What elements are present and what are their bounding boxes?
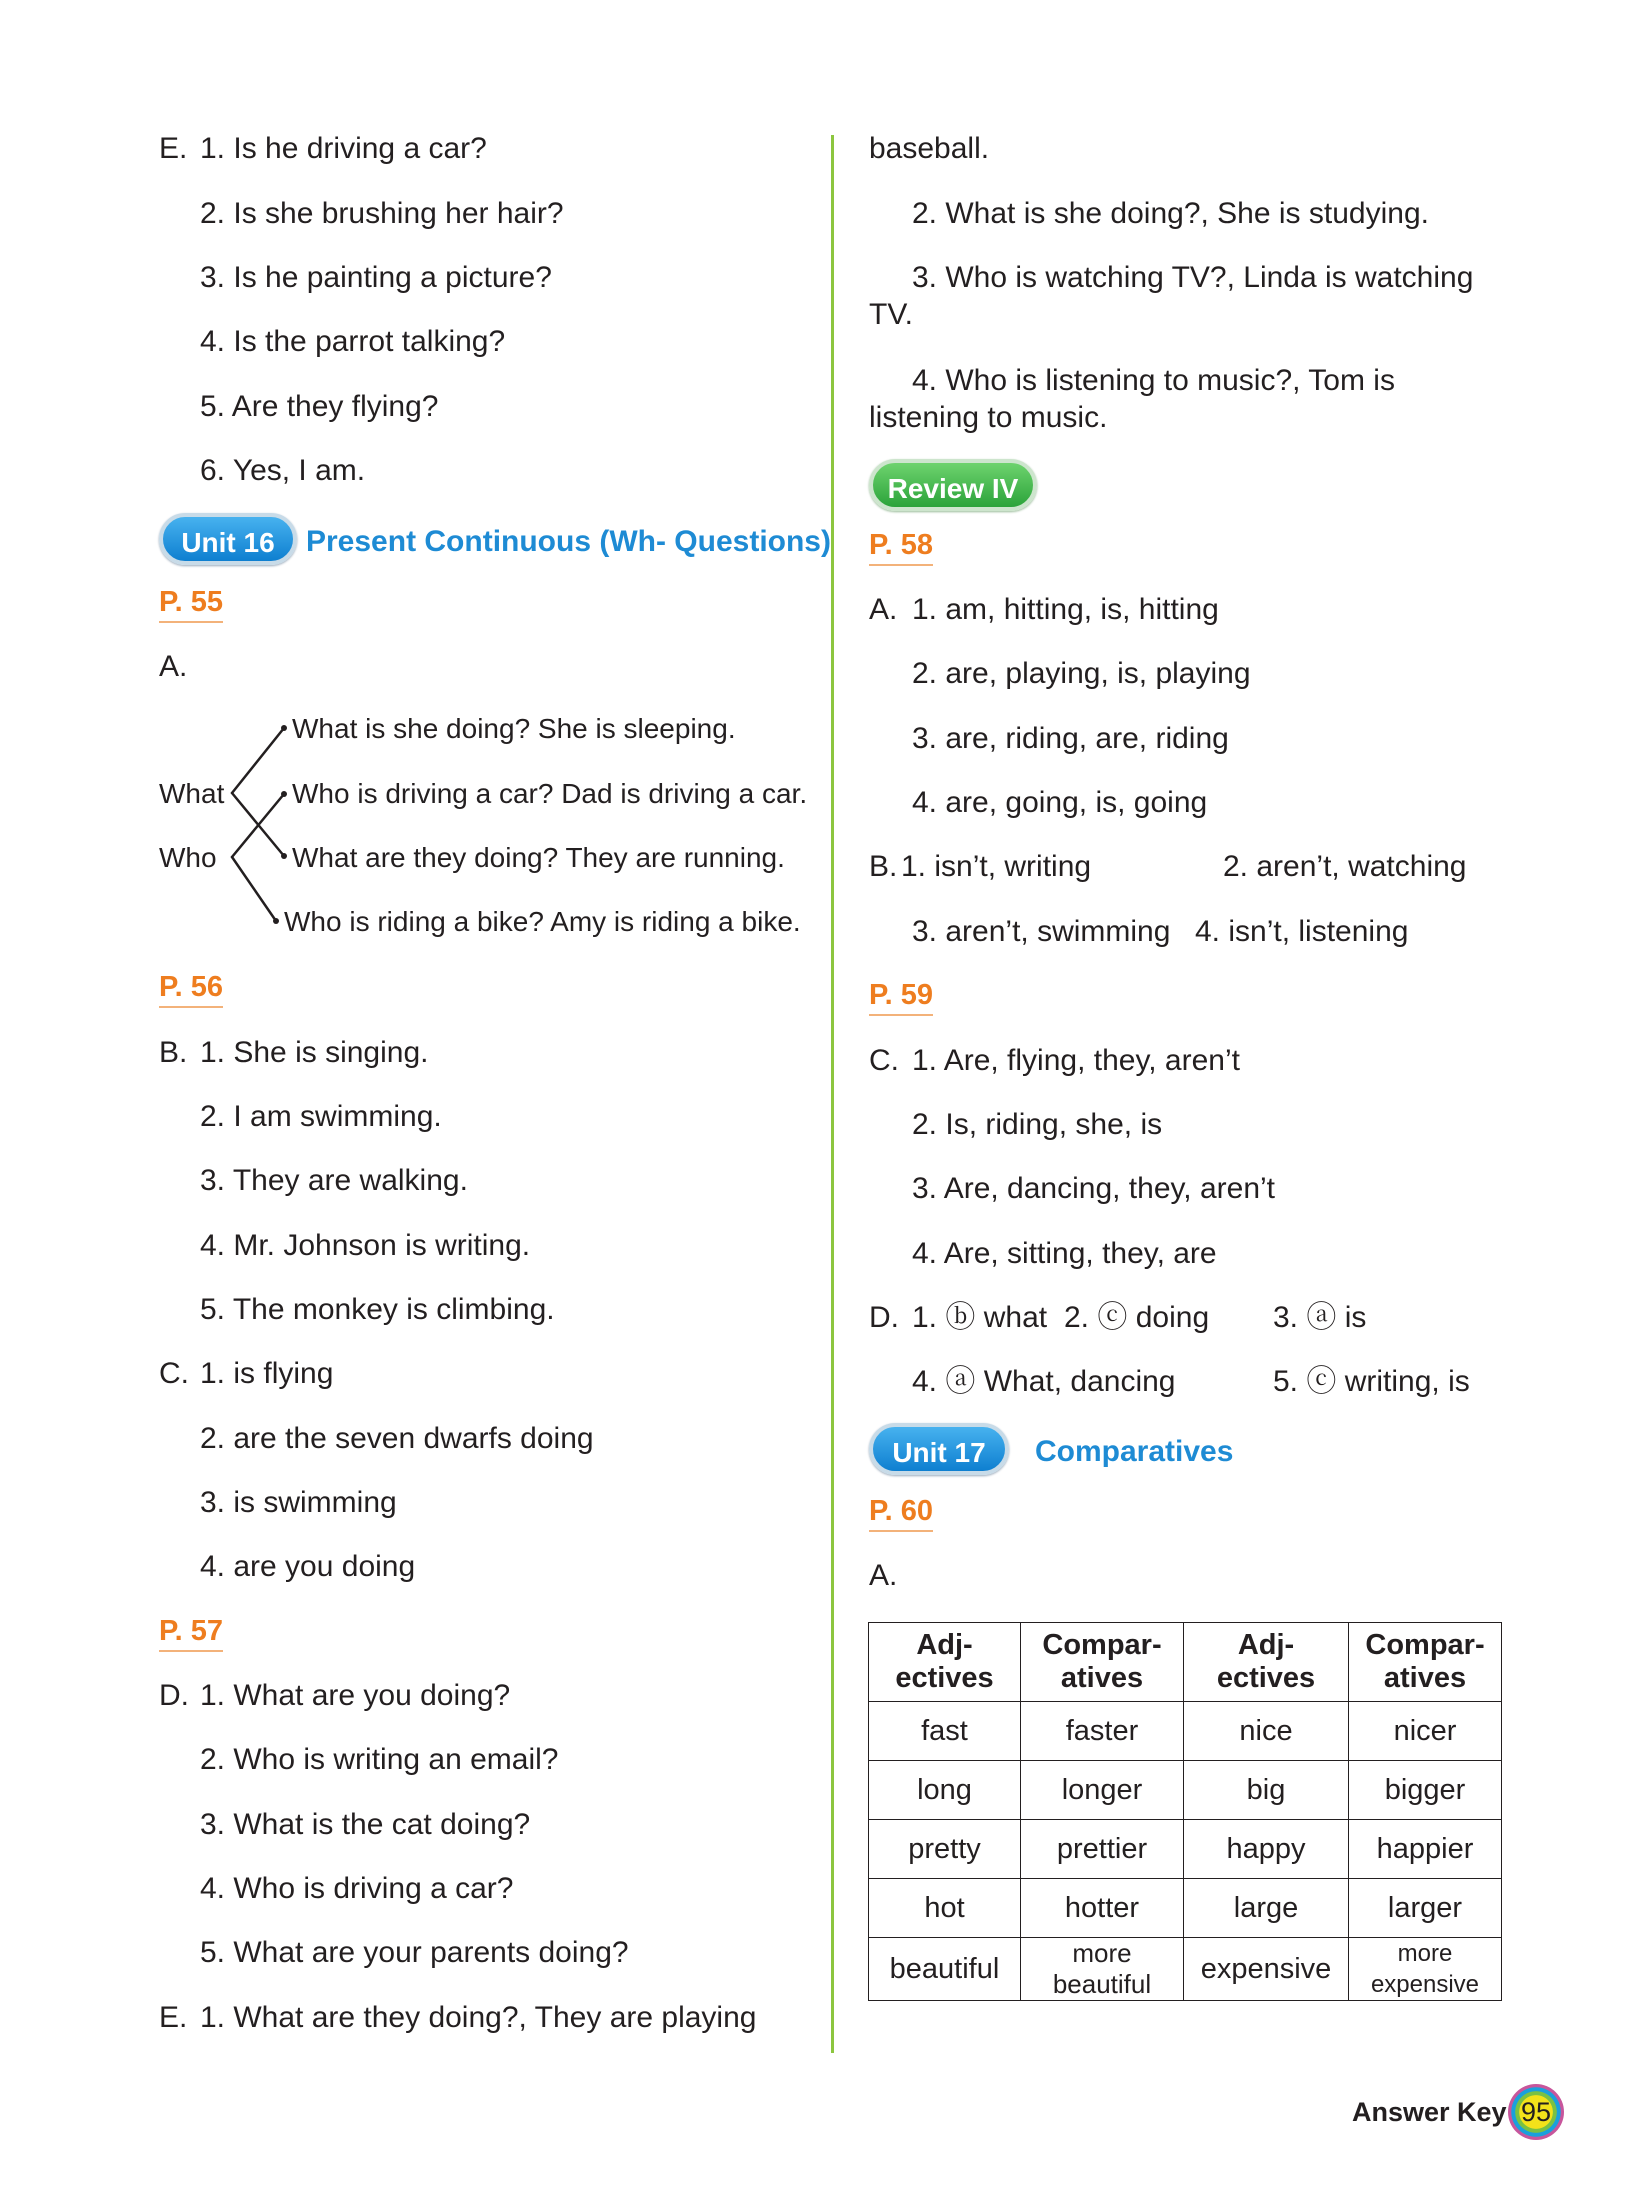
- choice-text: writing, is: [1344, 1365, 1470, 1398]
- choice-number: 1.: [912, 1301, 938, 1334]
- choice-answer: [1064, 1300, 1209, 1336]
- table-header: Compar- atives: [1021, 1623, 1184, 1702]
- choice-answer: [1273, 1364, 1470, 1400]
- table-cell: long: [869, 1761, 1021, 1820]
- answer-line: 3. Who is watching TV?, Linda is watching: [912, 261, 1474, 294]
- answer-line: 1. What are they doing?, They are playing: [200, 2001, 757, 2034]
- comparatives-table: [868, 1622, 1502, 2001]
- table-cell: beautiful: [869, 1938, 1021, 2001]
- table-cell: prettier: [1021, 1820, 1184, 1879]
- section-b-label: B.: [159, 1036, 188, 1069]
- match-dot: [281, 791, 287, 797]
- table-cell: larger: [1349, 1879, 1502, 1938]
- table-header: Compar- atives: [1349, 1623, 1502, 1702]
- answer-line: 2. are, playing, is, playing: [912, 657, 1251, 690]
- answer-line: 3. are, riding, are, riding: [912, 722, 1229, 755]
- section-b-label: B.: [869, 850, 898, 883]
- match-dot: [281, 853, 287, 859]
- table-row: [869, 1702, 1502, 1761]
- choice-letter: ⓑ: [945, 1301, 976, 1334]
- answer-line: 2. Is, riding, she, is: [912, 1108, 1163, 1141]
- choice-text: is: [1344, 1301, 1367, 1334]
- choice-number: 2.: [1064, 1301, 1090, 1334]
- choice-number: 4.: [912, 1365, 938, 1398]
- answer-line: 4. Who is driving a car?: [200, 1872, 514, 1905]
- match-right-item: Who is riding a bike? Amy is riding a bike.: [284, 906, 801, 937]
- choice-answer: [912, 1300, 1047, 1336]
- table-cell: hotter: [1021, 1879, 1184, 1938]
- choice-answer: [912, 1364, 1176, 1400]
- answer-line: 3. What is the cat doing?: [200, 1808, 531, 1841]
- table-cell: nicer: [1349, 1702, 1502, 1761]
- answer-line: 1. Is he driving a car?: [200, 132, 487, 165]
- answer-line: 4. are, going, is, going: [912, 786, 1208, 819]
- table-cell: large: [1184, 1879, 1349, 1938]
- answer-line: 5. What are your parents doing?: [200, 1936, 629, 1969]
- table-row: [869, 1820, 1502, 1879]
- section-c-label: C.: [869, 1044, 899, 1077]
- answer-line: 2. What is she doing?, She is studying.: [912, 197, 1429, 230]
- answer-line: 2. I am swimming.: [200, 1100, 442, 1133]
- unit-16-badge: Unit 16: [159, 513, 297, 565]
- page-ref-57: P. 57: [159, 1614, 223, 1652]
- choice-letter: ⓒ: [1306, 1365, 1337, 1398]
- choice-text: doing: [1135, 1301, 1210, 1334]
- page-ref-59: P. 59: [869, 978, 933, 1016]
- table-cell: nice: [1184, 1702, 1349, 1761]
- answer-line: 3. aren’t, swimming: [912, 915, 1171, 948]
- match-right-item: What is she doing? She is sleeping.: [292, 713, 736, 744]
- table-cell: happier: [1349, 1820, 1502, 1879]
- match-dot: [281, 725, 287, 731]
- answer-line: 3. Is he painting a picture?: [200, 261, 552, 294]
- table-row: [869, 1879, 1502, 1938]
- answer-line: 1. am, hitting, is, hitting: [912, 593, 1219, 626]
- answer-continuation: baseball.: [869, 132, 990, 165]
- answer-line: 4. are you doing: [200, 1550, 416, 1583]
- answer-line: 6. Yes, I am.: [200, 454, 366, 487]
- answer-line: 3. Are, dancing, they, aren’t: [912, 1172, 1276, 1205]
- answer-line: 1. isn’t, writing: [901, 850, 1092, 883]
- column-divider: [831, 135, 834, 2053]
- section-e2-label: E.: [159, 2001, 188, 2034]
- choice-answer: [1273, 1300, 1366, 1336]
- section-c-label: C.: [159, 1357, 189, 1390]
- match-left-who: Who: [159, 842, 217, 873]
- section-a-label: A.: [869, 593, 898, 626]
- table-cell: expensive: [1184, 1938, 1349, 2001]
- page-ref-56: P. 56: [159, 970, 223, 1008]
- page-number: 95: [1508, 2084, 1564, 2140]
- match-left-what: What: [159, 778, 225, 809]
- table-cell: bigger: [1349, 1761, 1502, 1820]
- answer-line: 4. Mr. Johnson is writing.: [200, 1229, 531, 1262]
- unit-17-badge: Unit 17: [869, 1423, 1009, 1475]
- answer-line: 4. Who is listening to music?, Tom is: [912, 364, 1395, 397]
- answer-line: 2. Who is writing an email?: [200, 1743, 559, 1776]
- review-iv-badge: Review IV: [869, 459, 1037, 511]
- answer-line: 3. They are walking.: [200, 1164, 468, 1197]
- answer-line: 4. isn’t, listening: [1195, 915, 1409, 948]
- footer-answer-key: Answer Key: [1352, 2097, 1507, 2127]
- answer-line: 5. Are they flying?: [200, 390, 439, 423]
- answer-line: 1. What are you doing?: [200, 1679, 511, 1712]
- choice-letter: ⓐ: [1306, 1301, 1337, 1334]
- match-right-item: Who is driving a car? Dad is driving a car.: [292, 778, 808, 809]
- section-a-label: A.: [159, 650, 188, 683]
- table-row: [869, 1938, 1502, 2001]
- table-cell: fast: [869, 1702, 1021, 1761]
- choice-number: 5.: [1273, 1365, 1299, 1398]
- table-cell: longer: [1021, 1761, 1184, 1820]
- match-line: [232, 857, 276, 921]
- choice-letter: ⓐ: [945, 1365, 976, 1398]
- section-d-label: D.: [159, 1679, 189, 1712]
- answer-line: 1. is flying: [200, 1357, 334, 1390]
- choice-letter: ⓒ: [1097, 1301, 1128, 1334]
- page-ref-60: P. 60: [869, 1494, 933, 1532]
- table-cell: more beautiful: [1021, 1938, 1184, 2001]
- choice-text: What, dancing: [983, 1365, 1176, 1398]
- page-ref-55: P. 55: [159, 585, 223, 623]
- choice-text: what: [983, 1301, 1048, 1334]
- page-ref-58: P. 58: [869, 528, 933, 566]
- table-cell: more expensive: [1349, 1938, 1502, 2001]
- answer-line: 3. is swimming: [200, 1486, 397, 1519]
- answer-line: 1. She is singing.: [200, 1036, 429, 1069]
- table-header: Adj- ectives: [869, 1623, 1021, 1702]
- answer-line: 1. Are, flying, they, aren’t: [912, 1044, 1240, 1077]
- table-row: [869, 1761, 1502, 1820]
- unit-16-title: Present Continuous (Wh- Questions): [306, 525, 831, 558]
- table-cell: hot: [869, 1879, 1021, 1938]
- answer-line: 2. Is she brushing her hair?: [200, 197, 564, 230]
- answer-line: 5. The monkey is climbing.: [200, 1293, 555, 1326]
- answer-line: 2. are the seven dwarfs doing: [200, 1422, 594, 1455]
- answer-line: 2. aren’t, watching: [1223, 850, 1467, 883]
- match-line: [232, 728, 284, 793]
- answer-line: 4. Is the parrot talking?: [200, 325, 506, 358]
- section-d-label: D.: [869, 1301, 899, 1334]
- section-a-label: A.: [869, 1559, 898, 1592]
- table-cell: happy: [1184, 1820, 1349, 1879]
- answer-continuation: listening to music.: [869, 401, 1108, 434]
- unit-17-title: Comparatives: [1035, 1435, 1234, 1468]
- answer-continuation: TV.: [869, 298, 913, 331]
- section-e-label: E.: [159, 132, 188, 165]
- table-header: Adj- ectives: [1184, 1623, 1349, 1702]
- match-dot: [273, 918, 279, 924]
- table-cell: big: [1184, 1761, 1349, 1820]
- table-cell: pretty: [869, 1820, 1021, 1879]
- choice-number: 3.: [1273, 1301, 1299, 1334]
- answer-line: 4. Are, sitting, they, are: [912, 1237, 1217, 1270]
- match-right-item: What are they doing? They are running.: [292, 842, 785, 873]
- table-cell: faster: [1021, 1702, 1184, 1761]
